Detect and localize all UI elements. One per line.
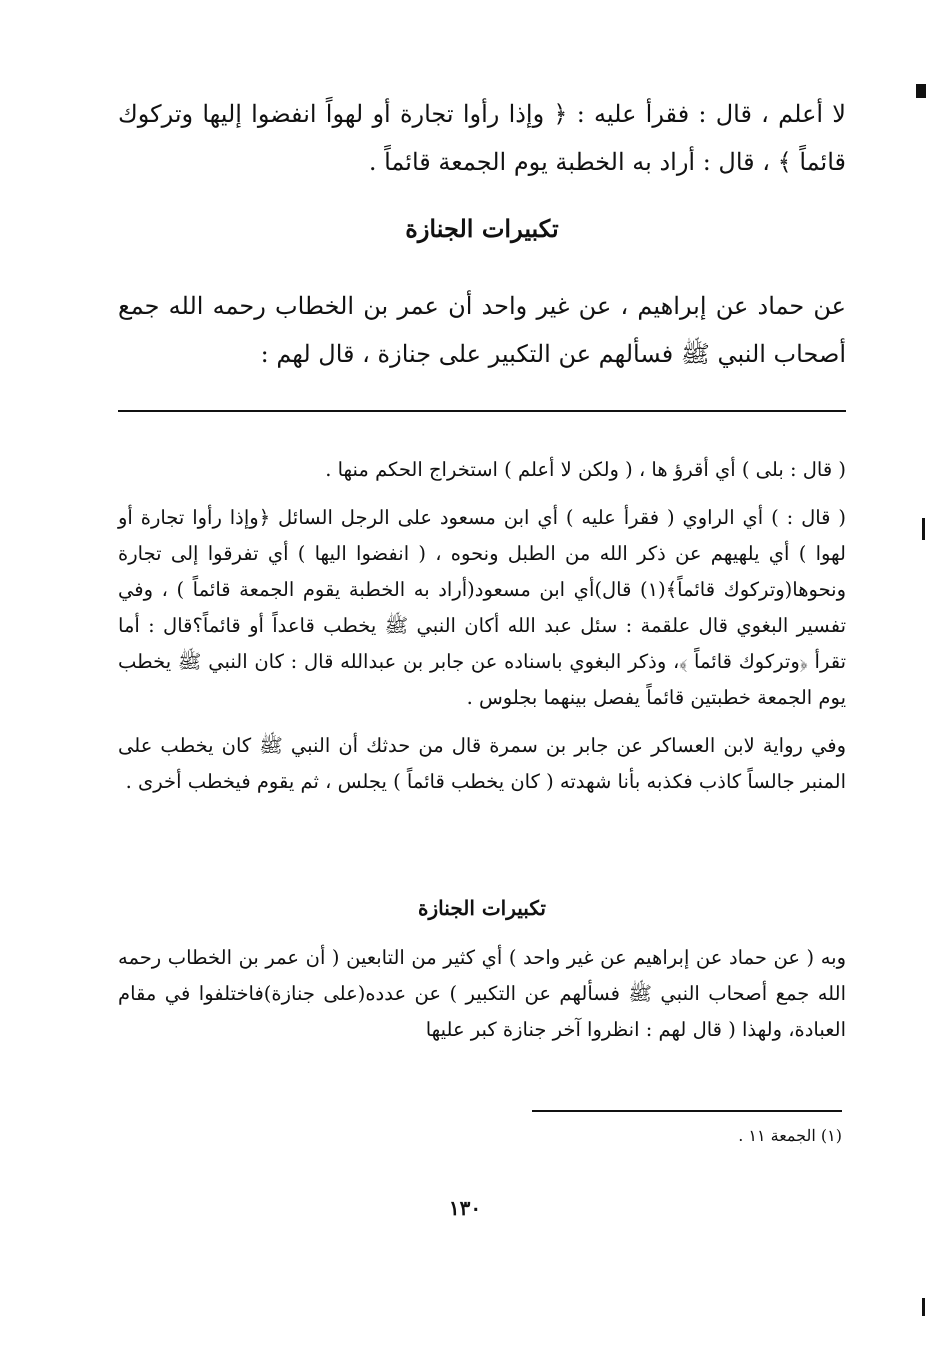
- section-heading: تكبيرات الجنازة: [405, 214, 559, 243]
- footnote-separator: [532, 1110, 842, 1112]
- main-text-bottom: [118, 282, 846, 378]
- footnote: (١) الجمعة ١١ .: [738, 1126, 842, 1145]
- commentary-paragraph-3: وفي رواية لابن العساكر عن جابر بن سمرة قال من حدثك أن النبي ﷺ كان يخطب على المنبر جالساً كاذب فكذبه بأنا شهدته ( كان يخطب قائماً ) يجلس ، ثم يقوم فيخطب أخرى .: [118, 734, 846, 793]
- page-number: ١٣٠: [448, 1196, 482, 1220]
- commentary-paragraph-2: ( قال : ) أي الراوي ( فقرأ عليه ) أي ابن مسعود على الرجل السائل ﴿وإذا رأوا تجارة أو لهوا ) أي يلهيهم عن ذكر الله من الطبل ونحوه ، ( انفضوا اليها ) أي تفرقوا إلى تجارة ونحوها(وتركوك قائماً﴾(١) قال)أي ابن مسعود(أراد به الخطبة يقوم الجمعة قائماً ) ، وفي تفسير البغوي قال علقمة : سئل عبد الله أكان النبي ﷺ يخطب قاعداً أو قائماً؟قال : أما تقرأ ﴿وتركوك قائماً ﴾، وذكر البغوي باسناده عن جابر بن عبدالله قال : كان النبي ﷺ يخطب يوم الجمعة خطبتين قائماً يفصل بينهما بجلوس .: [118, 506, 846, 709]
- edge-mark: [922, 518, 925, 540]
- corner-mark: [916, 84, 926, 98]
- commentary-block-1: [118, 452, 846, 800]
- main-paragraph-1: لا أعلم ، قال : فقرأ عليه : ﴿ وإذا رأوا تجارة أو لهواً انفضوا إليها وتركوك قائماً ﴾ ، قال : أراد به الخطبة يوم الجمعة قائماً .: [118, 100, 846, 176]
- commentary-paragraph-4: وبه ( عن حماد عن إبراهيم عن غير واحد ) أي كثير من التابعين ( أن عمر بن الخطاب رحمه الله جمع أصحاب النبي ﷺ فسألهم عن التكبير ) عن عدده(على جنازة)فاختلفوا في مقام العبادة، ولهذا ( قال لهم : انظروا آخر جنازة كبر عليها: [118, 946, 846, 1041]
- commentary-block-2: [118, 940, 846, 1048]
- commentary-heading: تكبيرات الجنازة: [418, 896, 546, 920]
- commentary-paragraph-1: ( قال : بلى ) أي أقرؤ ها ، ( ولكن لا أعلم ) استخراج الحكم منها .: [325, 458, 846, 481]
- edge-mark: [922, 1298, 925, 1316]
- main-paragraph-2: عن حماد عن إبراهيم ، عن غير واحد أن عمر بن الخطاب رحمه الله جمع أصحاب النبي ﷺ فسألهم عن التكبير على جنازة ، قال لهم :: [118, 292, 847, 368]
- text-separator: [118, 410, 846, 412]
- main-text-top: [118, 90, 846, 186]
